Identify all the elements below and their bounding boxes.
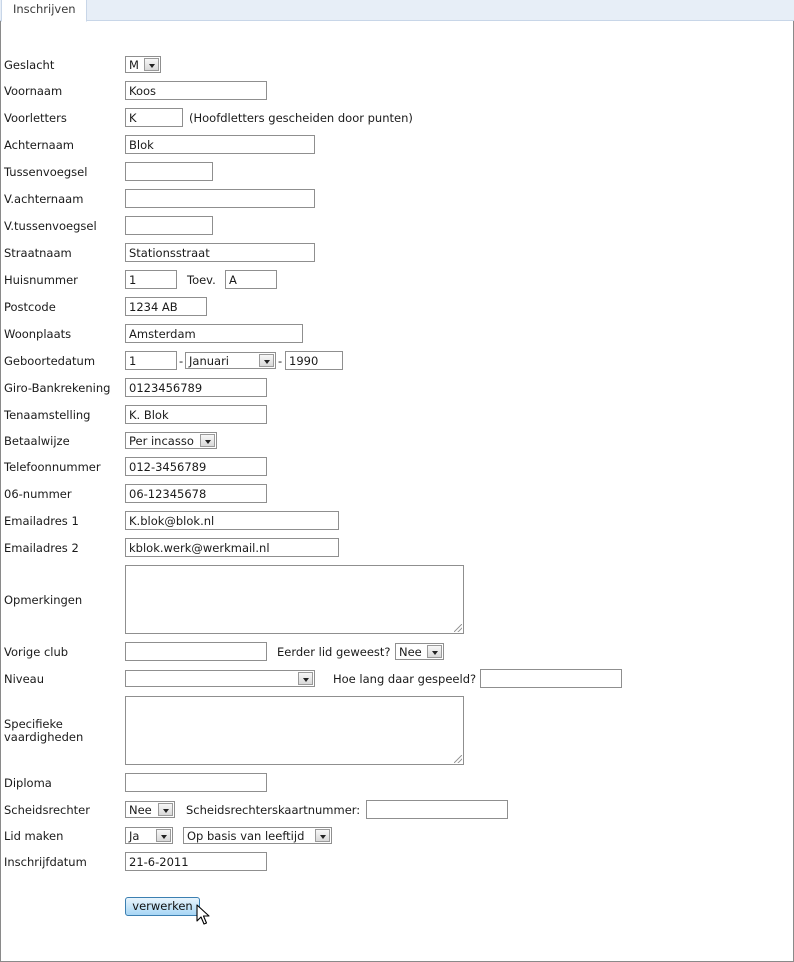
v-tussenvoegsel-label: V.tussenvoegsel [4, 219, 97, 233]
vaardigheden-label: vaardigheden [4, 730, 84, 744]
eerder-lid-label: Eerder lid geweest? [277, 645, 391, 659]
vorige-club-input[interactable] [125, 642, 267, 661]
chevron-down-icon [156, 829, 171, 842]
verwerken-button[interactable]: verwerken [125, 897, 200, 916]
voornaam-label: Voornaam [4, 84, 63, 98]
email1-label: Emailadres 1 [4, 514, 79, 528]
mouse-pointer-icon [196, 904, 210, 926]
hoe-lang-input[interactable] [480, 669, 622, 688]
hoe-lang-label: Hoe lang daar gespeeld? [333, 672, 477, 686]
lid-basis-value: Op basis van leeftijd [187, 829, 305, 843]
lid-basis-select[interactable] [183, 827, 332, 844]
kaartnummer-label: Scheidsrechterskaartnummer: [186, 803, 361, 817]
lid-maken-value: Ja [129, 829, 140, 843]
voorletters-hint: (Hoofdletters gescheiden door punten) [189, 111, 413, 125]
v-achternaam-label: V.achternaam [4, 192, 84, 206]
toev-input[interactable]: A [225, 270, 277, 289]
tussenvoegsel-label: Tussenvoegsel [4, 165, 88, 179]
geslacht-value: M [129, 58, 139, 72]
eerder-lid-select[interactable] [395, 643, 444, 660]
betaalwijze-label: Betaalwijze [4, 434, 70, 448]
scheidsrechter-label: Scheidsrechter [4, 803, 90, 817]
giro-label: Giro-Bankrekening [4, 381, 111, 395]
inschrijfdatum-input[interactable]: 21-6-2011 [125, 852, 267, 871]
mobiel-input[interactable]: 06-12345678 [125, 484, 267, 503]
toev-label: Toev. [187, 273, 216, 287]
giro-input[interactable]: 0123456789 [125, 378, 267, 397]
chevron-down-icon [200, 434, 215, 447]
date-separator: - [179, 354, 184, 368]
eerder-lid-value: Nee [399, 645, 422, 659]
huisnummer-label: Huisnummer [4, 273, 78, 287]
tussenvoegsel-input[interactable] [125, 162, 213, 181]
niveau-label: Niveau [4, 672, 45, 686]
specifieke-label: Specifieke [4, 717, 63, 731]
niveau-select[interactable] [125, 670, 315, 687]
chevron-down-icon [259, 354, 274, 367]
date-separator: - [278, 354, 283, 368]
geslacht-select[interactable] [125, 56, 161, 73]
geboorte-jaar-input[interactable]: 1990 [285, 351, 343, 370]
straatnaam-label: Straatnaam [4, 246, 72, 260]
resize-grip-icon[interactable] [454, 624, 462, 632]
opmerkingen-textarea[interactable] [125, 565, 464, 634]
woonplaats-label: Woonplaats [4, 327, 72, 341]
betaalwijze-select[interactable] [125, 432, 217, 449]
achternaam-input[interactable]: Blok [125, 135, 315, 154]
chevron-down-icon [315, 829, 330, 842]
woonplaats-input[interactable]: Amsterdam [125, 324, 303, 343]
specifieke-vaardigheden-textarea[interactable] [125, 696, 464, 765]
email2-input[interactable]: kblok.werk@werkmail.nl [125, 538, 339, 557]
geboorte-maand-select[interactable] [185, 352, 276, 369]
straatnaam-input[interactable]: Stationsstraat [125, 243, 315, 262]
scheidsrechter-value: Nee [129, 803, 152, 817]
diploma-input[interactable] [125, 773, 267, 792]
huisnummer-input[interactable]: 1 [125, 270, 177, 289]
resize-grip-icon[interactable] [454, 755, 462, 763]
lid-maken-select[interactable] [125, 827, 173, 844]
voornaam-input[interactable]: Koos [125, 81, 267, 100]
v-tussenvoegsel-input[interactable] [125, 216, 213, 235]
scheidsrechter-select[interactable] [125, 801, 175, 818]
opmerkingen-label: Opmerkingen [4, 593, 83, 607]
chevron-down-icon [427, 645, 442, 658]
postcode-label: Postcode [4, 300, 56, 314]
chevron-down-icon [158, 803, 173, 816]
vorige-club-label: Vorige club [4, 645, 69, 659]
kaartnummer-input[interactable] [366, 800, 508, 819]
geslacht-label: Geslacht [4, 58, 55, 72]
geboortedatum-label: Geboortedatum [4, 354, 96, 368]
chevron-down-icon [298, 672, 313, 685]
geboorte-dag-input[interactable]: 1 [125, 351, 177, 370]
diploma-label: Diploma [4, 776, 52, 790]
email2-label: Emailadres 2 [4, 541, 79, 555]
voorletters-input[interactable]: K [125, 108, 183, 127]
lid-maken-label: Lid maken [4, 829, 64, 843]
tenaamstelling-label: Tenaamstelling [4, 408, 91, 422]
mobiel-label: 06-nummer [4, 487, 72, 501]
tab-inschrijven[interactable]: Inschrijven [1, 0, 87, 22]
achternaam-label: Achternaam [4, 138, 74, 152]
betaalwijze-value: Per incasso [129, 434, 194, 448]
tenaamstelling-input[interactable]: K. Blok [125, 405, 267, 424]
email1-input[interactable]: K.blok@blok.nl [125, 511, 339, 530]
telefoonnummer-label: Telefoonnummer [4, 460, 101, 474]
postcode-input[interactable]: 1234 AB [125, 297, 207, 316]
chevron-down-icon [144, 58, 159, 71]
v-achternaam-input[interactable] [125, 189, 315, 208]
voorletters-label: Voorletters [4, 111, 67, 125]
inschrijfdatum-label: Inschrijfdatum [4, 855, 87, 869]
telefoonnummer-input[interactable]: 012-3456789 [125, 457, 267, 476]
geboorte-maand-value: Januari [189, 354, 229, 368]
tab-bar [0, 0, 794, 21]
